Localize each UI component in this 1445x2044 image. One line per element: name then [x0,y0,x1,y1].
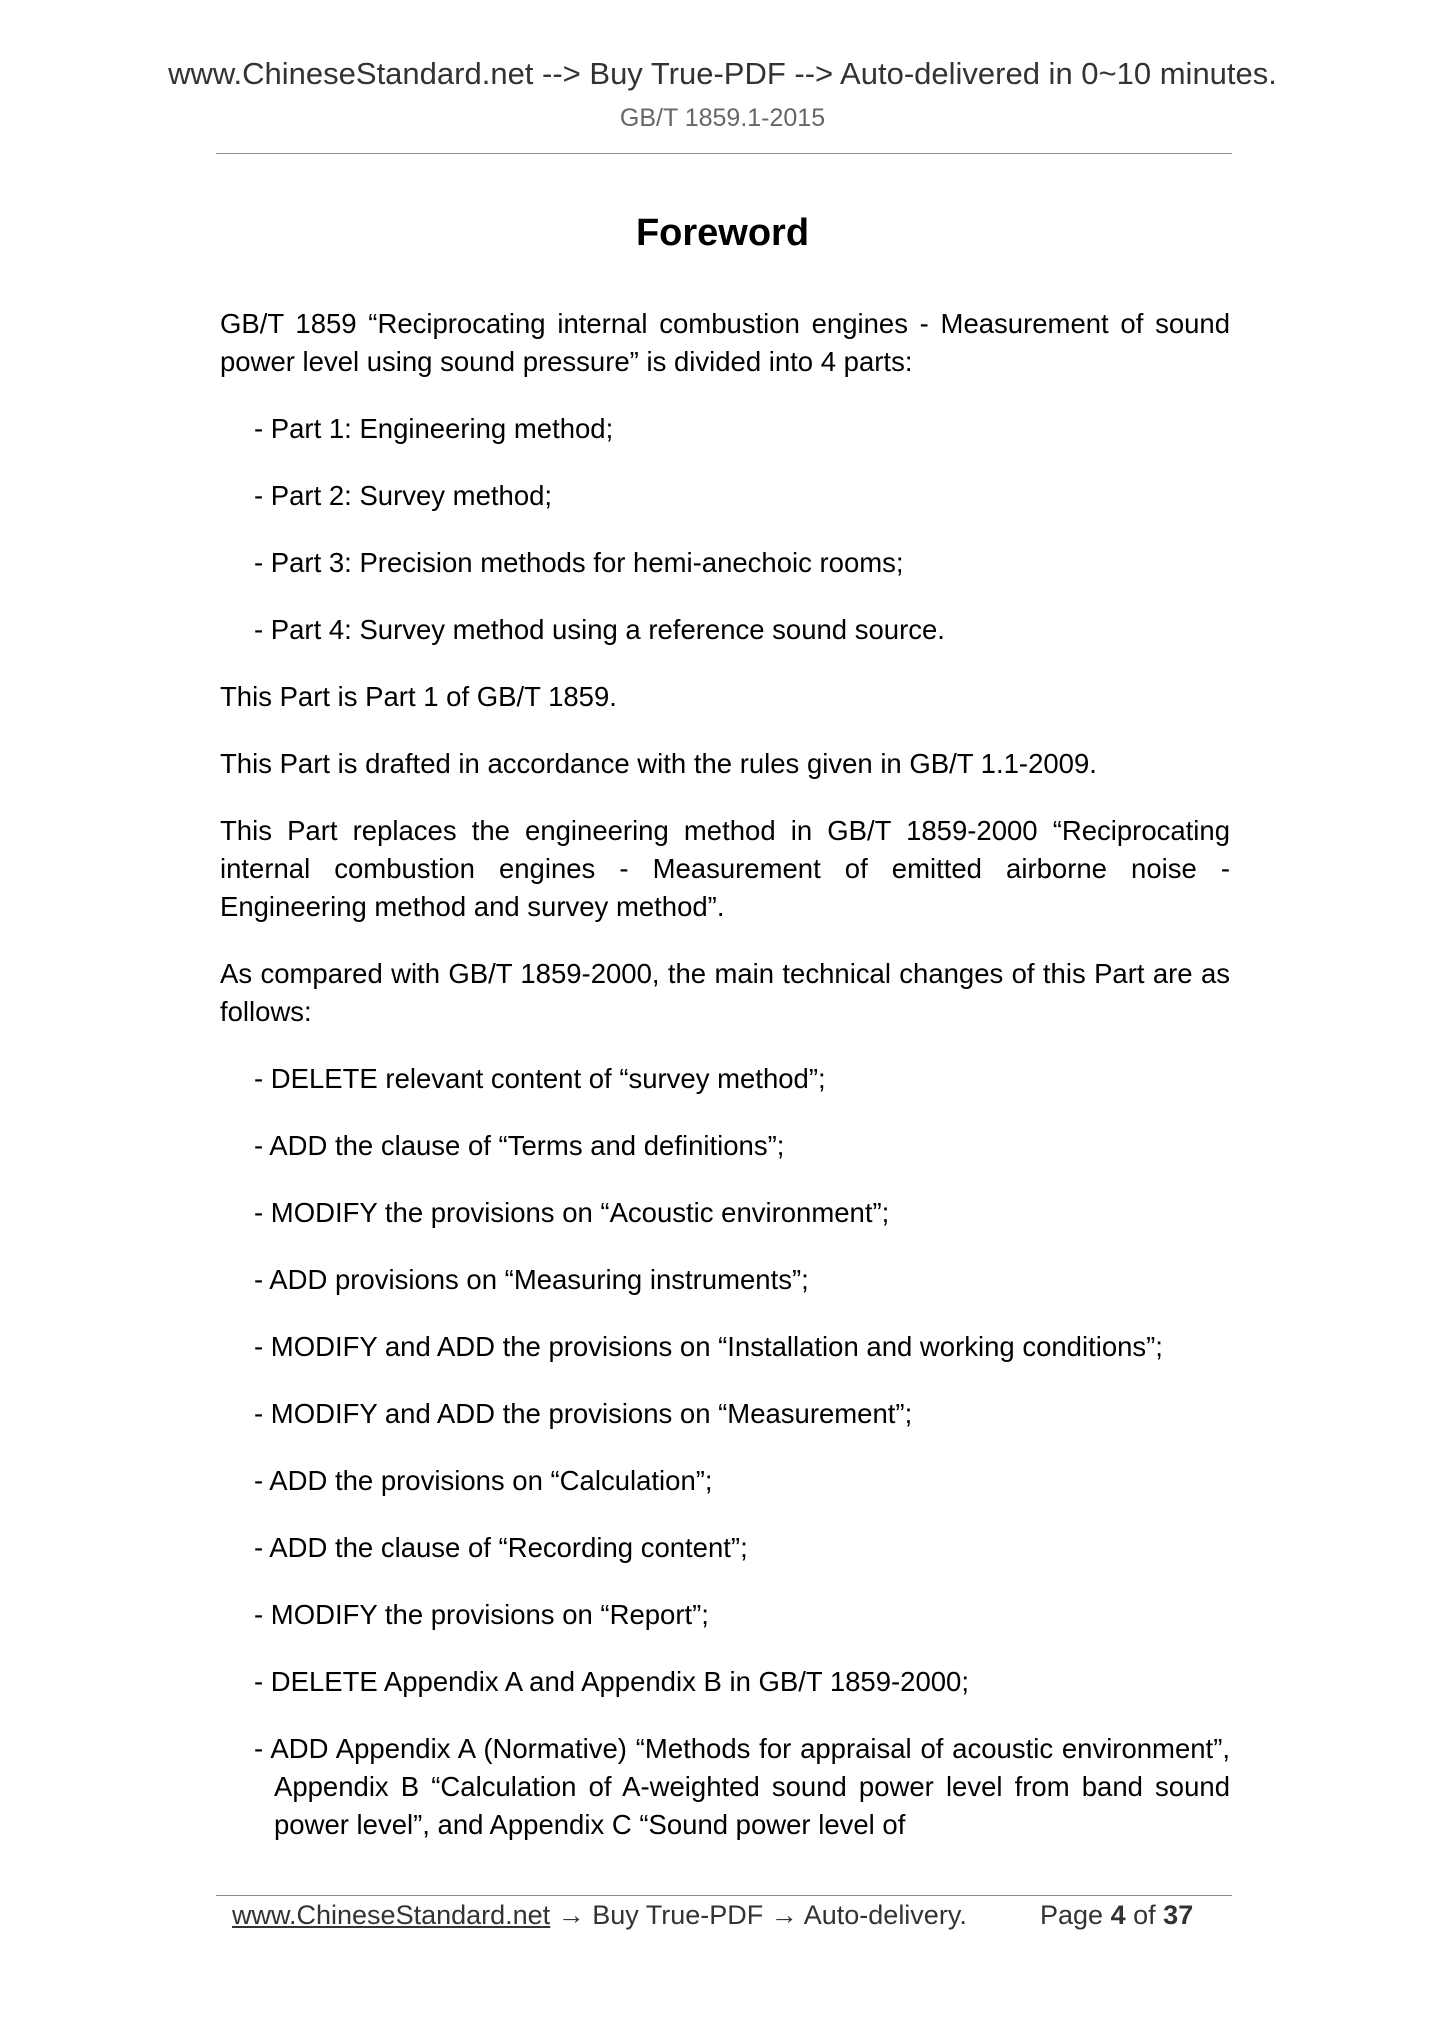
footer-tagline: → Buy True-PDF → Auto-delivery. [550,1900,967,1930]
replaces-paragraph: This Part replaces the engineering method in GB/T 1859-2000 “Reciprocating internal combustion engines - Measurement of emitted airborne noise - Engineering method and survey method”. [220,815,1230,922]
page-title: Foreword [635,212,810,254]
part-list-item: - Part 1: Engineering method; [254,413,614,444]
part-list-item: - Part 3: Precision methods for hemi-anechoic rooms; [254,547,904,578]
page-label: Page [1040,1900,1104,1930]
page-number: 4 [1110,1900,1126,1930]
change-list-item: - ADD the clause of “Terms and definitions”; [254,1130,785,1161]
change-list-item: - ADD the clause of “Recording content”; [254,1532,748,1563]
changes-intro-paragraph: As compared with GB/T 1859-2000, the main technical changes of this Part are as follows: [220,958,1230,1027]
footer-site-link[interactable]: www.ChineseStandard.net [232,1900,551,1930]
footer-links [232,1900,967,1931]
footer-divider [216,1895,1232,1896]
document-body [220,305,1230,1844]
part-list-item: - Part 4: Survey method using a reference sound source. [254,614,945,645]
part-list-item: - Part 2: Survey method; [254,480,553,511]
change-list-item: - ADD provisions on “Measuring instruments”; [254,1264,809,1295]
change-list-item: - MODIFY and ADD the provisions on “Installation and working conditions”; [254,1331,1163,1362]
header-standard-code: GB/T 1859.1-2015 [619,104,826,132]
change-list-item: - MODIFY the provisions on “Report”; [254,1599,709,1630]
change-list-item: - ADD the provisions on “Calculation”; [254,1465,713,1496]
header-banner: www.ChineseStandard.net --> Buy True-PDF --> Auto-delivered in 0~10 minutes. [168,56,1277,91]
drafted-paragraph: This Part is drafted in accordance with the rules given in GB/T 1.1-2009. [220,748,1097,779]
part1-paragraph: This Part is Part 1 of GB/T 1859. [220,681,617,712]
intro-paragraph: GB/T 1859 “Reciprocating internal combustion engines - Measurement of sound power level using sound pressure” is divided into 4 parts: [220,308,1230,377]
change-list-item: - DELETE relevant content of “survey method”; [254,1063,826,1094]
page-indicator [1040,1900,1193,1931]
of-label: of [1133,1900,1156,1930]
total-pages: 37 [1163,1900,1194,1930]
header-divider [216,153,1232,154]
change-list-item: - MODIFY and ADD the provisions on “Measurement”; [254,1398,913,1429]
change-list-item: - MODIFY the provisions on “Acoustic environment”; [254,1197,890,1228]
change-list-item: - DELETE Appendix A and Appendix B in GB/T 1859-2000; [254,1666,969,1697]
change-list-item: - ADD Appendix A (Normative) “Methods for appraisal of acoustic environment”, Appendix B “Calculation of A-weighted sound power level from band sound power level”, and Appendix C “Sound power level of [254,1733,1230,1840]
